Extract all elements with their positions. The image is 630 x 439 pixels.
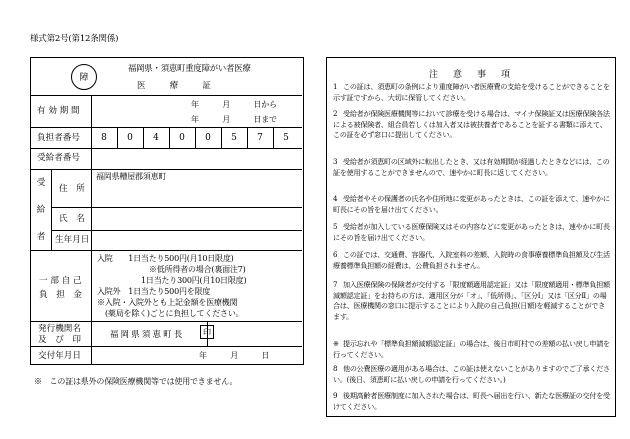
notes-title: 注 意 事 項 (428, 70, 513, 80)
copay-line: 入院 1日当たり500円(月10日限度) (97, 254, 234, 263)
copay-line: 入院外 1日当たり500円を限度 (97, 287, 211, 296)
note-text: 受給者が須恵町の区域外に転出したとき、又は有効期間が経過したときなどには、この証を使用することができませんので、速やかに町長に返してください。 (333, 157, 610, 177)
note-text: この証では、交通費、容器代、入院室料の差額、入院時の食事療養標準負担額及び生活療養標準負担額の経費は、公費負担されません。 (333, 250, 610, 270)
column-divider (91, 169, 92, 250)
copay-label: 一 部 自 己 (39, 276, 82, 286)
issuer-value: 福 岡 県 須 恵 町 長 (110, 329, 182, 339)
recipient-section-label: 給 (36, 205, 46, 215)
recipient-number-label: 受給者番号 (37, 153, 80, 163)
note-number: ※ (333, 339, 339, 348)
row-divider (31, 321, 302, 322)
issuer-seal-icon: 印 (200, 325, 214, 339)
note-item (333, 194, 611, 215)
note-item (333, 280, 611, 322)
payer-digit: 5 (231, 133, 237, 143)
payer-digit: 0 (179, 133, 185, 143)
row-divider (31, 148, 302, 149)
row-divider (31, 95, 302, 96)
row-divider (51, 207, 302, 208)
note-number: 8 (333, 364, 338, 373)
row-divider (31, 346, 302, 347)
footnote: ※ この証は県外の保険医療機関等では使用できません。 (34, 377, 238, 386)
birth-date-label: 生年月日 (55, 235, 90, 245)
address-value: 福岡県糟屋郡須恵町 (96, 172, 167, 181)
address-label: 住 所 (59, 184, 85, 194)
note-item (333, 364, 611, 385)
note-text: 受給者やその保護者の氏名や住所地に変更があったときは、この証を添えて、速やかに町長にその旨を届け出てください。 (333, 194, 610, 214)
note-item (333, 222, 611, 243)
note-text: 提示忘れや「標準負担額減額認定証」の場合は、後日市町村での差額の払い戻し申請を行ってください。 (333, 339, 610, 359)
note-number: 9 (333, 391, 338, 400)
note-text: 他の公費医療の適用がある場合は、この証は使えないことがありますのでご了承ください。(後日、須恵町に払い戻しの申請を行ってください。) (333, 364, 610, 384)
issuer-label: 及 び 印 (38, 335, 81, 345)
column-divider (51, 169, 52, 250)
note-text: この証は、須恵町の条例により重度障がい者医療費の支給を受けることができることを示す証ですから、大切に保管してください。 (333, 82, 610, 102)
note-number: 2 (333, 109, 338, 118)
payer-digit: 8 (101, 133, 107, 143)
payer-digit: 7 (257, 133, 263, 143)
copay-line: ※低所得者の場合(裏面注7) (149, 265, 246, 274)
payer-number-label: 負担者番号 (37, 133, 80, 143)
card-title: 福岡県・須恵町重度障がい者医療 (128, 63, 251, 73)
note-number: 3 (333, 157, 338, 166)
payer-digit: 0 (205, 133, 211, 143)
medical-certificate-card (30, 57, 304, 365)
note-text: 受給者が加入している医療保険又はその内容などに変更があったときは、速やかに町長にその旨を届け出てください。 (333, 222, 610, 242)
note-item (333, 82, 611, 103)
disability-seal-icon: 障 (71, 64, 97, 90)
note-text: 受給者が保険医療機関等において診療を受ける場合は、マイナ保険証又は医療保険各法による被保険者、組合員若しくは加入者又は被扶養者であることを証する書類に添えて、この証を必ず窓口に提出してください。 (333, 109, 610, 139)
recipient-section-label: 受 (36, 178, 46, 188)
note-item (333, 339, 611, 360)
notes-panel (326, 57, 616, 417)
note-number: 1 (333, 82, 338, 91)
payer-digit: 5 (283, 133, 289, 143)
payer-digit: 4 (153, 133, 159, 143)
note-item (333, 391, 611, 412)
row-divider (51, 230, 302, 231)
copay-line: (薬局を除く)ごとに負担してください。 (105, 309, 244, 318)
row-divider (31, 169, 302, 170)
digit-divider (117, 127, 118, 148)
note-item (333, 109, 611, 141)
digit-divider (221, 127, 222, 148)
name-label: 氏 名 (59, 214, 85, 224)
validity-from: 年 月 日から (191, 100, 277, 109)
note-number: 5 (333, 222, 338, 231)
digit-divider (247, 127, 248, 148)
issuer-label: 発行機関名 (38, 324, 81, 334)
form-number: 様式第2号(第12条関係) (30, 34, 119, 44)
digit-divider (195, 127, 196, 148)
validity-to: 年 月 日まで (191, 115, 277, 124)
digit-divider (143, 127, 144, 148)
row-divider (31, 127, 302, 128)
note-number: 6 (333, 250, 338, 259)
digit-divider (273, 127, 274, 148)
copay-label: 負 担 金 (39, 290, 82, 300)
issue-date-value: 年 月 日 (199, 351, 270, 360)
validity-label: 有 効 期 間 (37, 106, 80, 116)
note-item (333, 250, 611, 271)
note-number: 4 (333, 194, 338, 203)
digit-divider (169, 127, 170, 148)
card-subtitle: 医 療 証 (137, 80, 211, 90)
note-text: 加入医療保険の保険者が交付する「限度額適用認定証」又は「限度額適用・標準負担額減額認定証」をお持ちの方は、適用区分が「オ」、「低所得」、「区分Ⅰ」又は「区分Ⅱ」の場合は、医療機関の窓口に提示することにより入院の自己負担(日額)を軽減することができます。 (333, 280, 610, 321)
note-number: 7 (333, 280, 338, 289)
note-item (333, 157, 611, 178)
copay-line: ※入院・入院外とも上記金額を医療機関 (97, 298, 238, 307)
recipient-section-label: 者 (36, 232, 46, 242)
payer-digit: 0 (127, 133, 133, 143)
copay-line: 1日当たり300円(月10日限度) (141, 276, 247, 285)
row-divider (31, 250, 302, 251)
note-text: 後期高齢者医療制度に加入された場合は、町長へ届出を行い、新たな医療証の交付を受けてください。 (333, 391, 610, 411)
column-divider (91, 250, 92, 364)
column-divider (91, 95, 92, 169)
issue-date-label: 交付年月日 (38, 351, 81, 361)
